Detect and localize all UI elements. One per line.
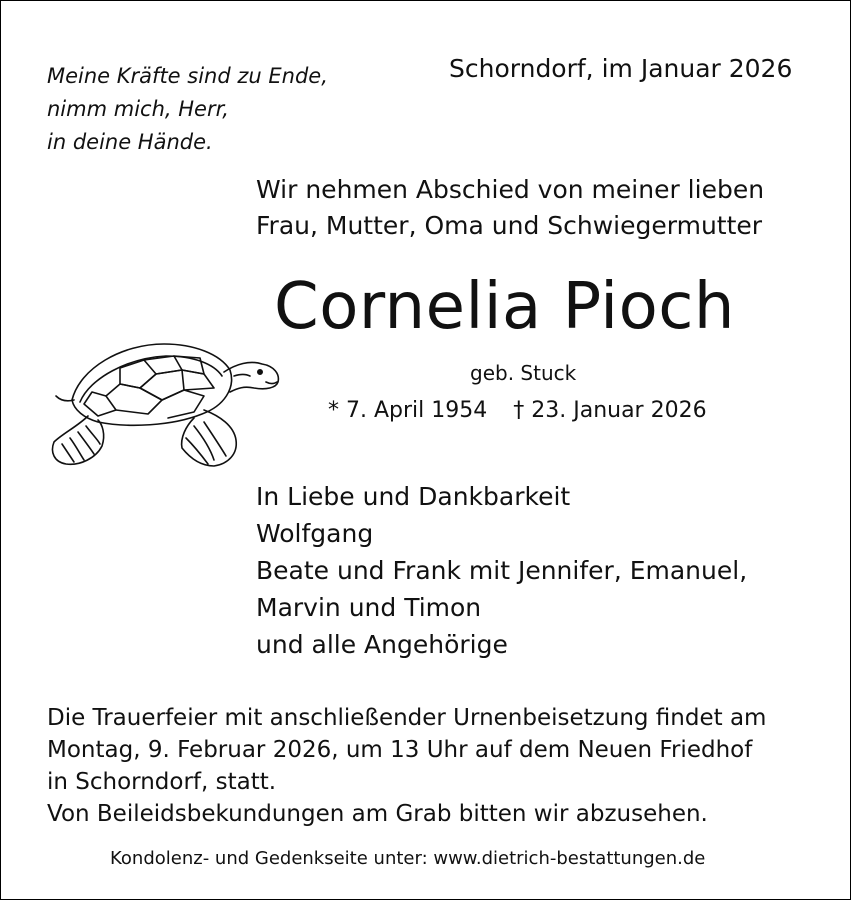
verse — [47, 60, 328, 159]
intro-line-2: Frau, Mutter, Oma und Schwiegermutter — [256, 211, 763, 240]
verse-line-2: nimm mich, Herr, — [47, 97, 229, 121]
maiden-name: geb. Stuck — [470, 361, 577, 385]
service-info — [47, 702, 766, 830]
deceased-name: Cornelia Pioch — [274, 270, 735, 344]
service-line-2: Montag, 9. Februar 2026, um 13 Uhr auf dem Neuen Friedhof — [47, 737, 753, 763]
mourners-line-5: und alle Angehörige — [256, 630, 508, 659]
website-line: Kondolenz- und Gedenkseite unter: www.dietrich-bestattungen.de — [110, 848, 706, 869]
intro-text — [256, 172, 764, 244]
mourners-line-4: Marvin und Timon — [256, 593, 482, 622]
mourners — [256, 478, 747, 663]
life-dates — [328, 398, 707, 423]
mourners-line-1: In Liebe und Dankbarkeit — [256, 482, 571, 511]
death-date: † 23. Januar 2026 — [513, 398, 707, 423]
service-line-1: Die Trauerfeier mit anschließender Urnenbeisetzung findet am — [47, 705, 767, 731]
verse-line-3: in deine Hände. — [47, 130, 213, 154]
mourners-line-3: Beate und Frank mit Jennifer, Emanuel, — [256, 556, 748, 585]
intro-line-1: Wir nehmen Abschied von meiner lieben — [256, 175, 765, 204]
verse-line-1: Meine Kräfte sind zu Ende, — [47, 64, 328, 88]
birth-date: * 7. April 1954 — [328, 398, 488, 423]
mourners-line-2: Wolfgang — [256, 519, 374, 548]
service-line-4: Von Beileidsbekundungen am Grab bitten wir abzusehen. — [47, 801, 708, 827]
sea-turtle-icon — [44, 330, 284, 470]
service-line-3: in Schorndorf, statt. — [47, 769, 277, 795]
place-date: Schorndorf, im Januar 2026 — [449, 54, 793, 83]
